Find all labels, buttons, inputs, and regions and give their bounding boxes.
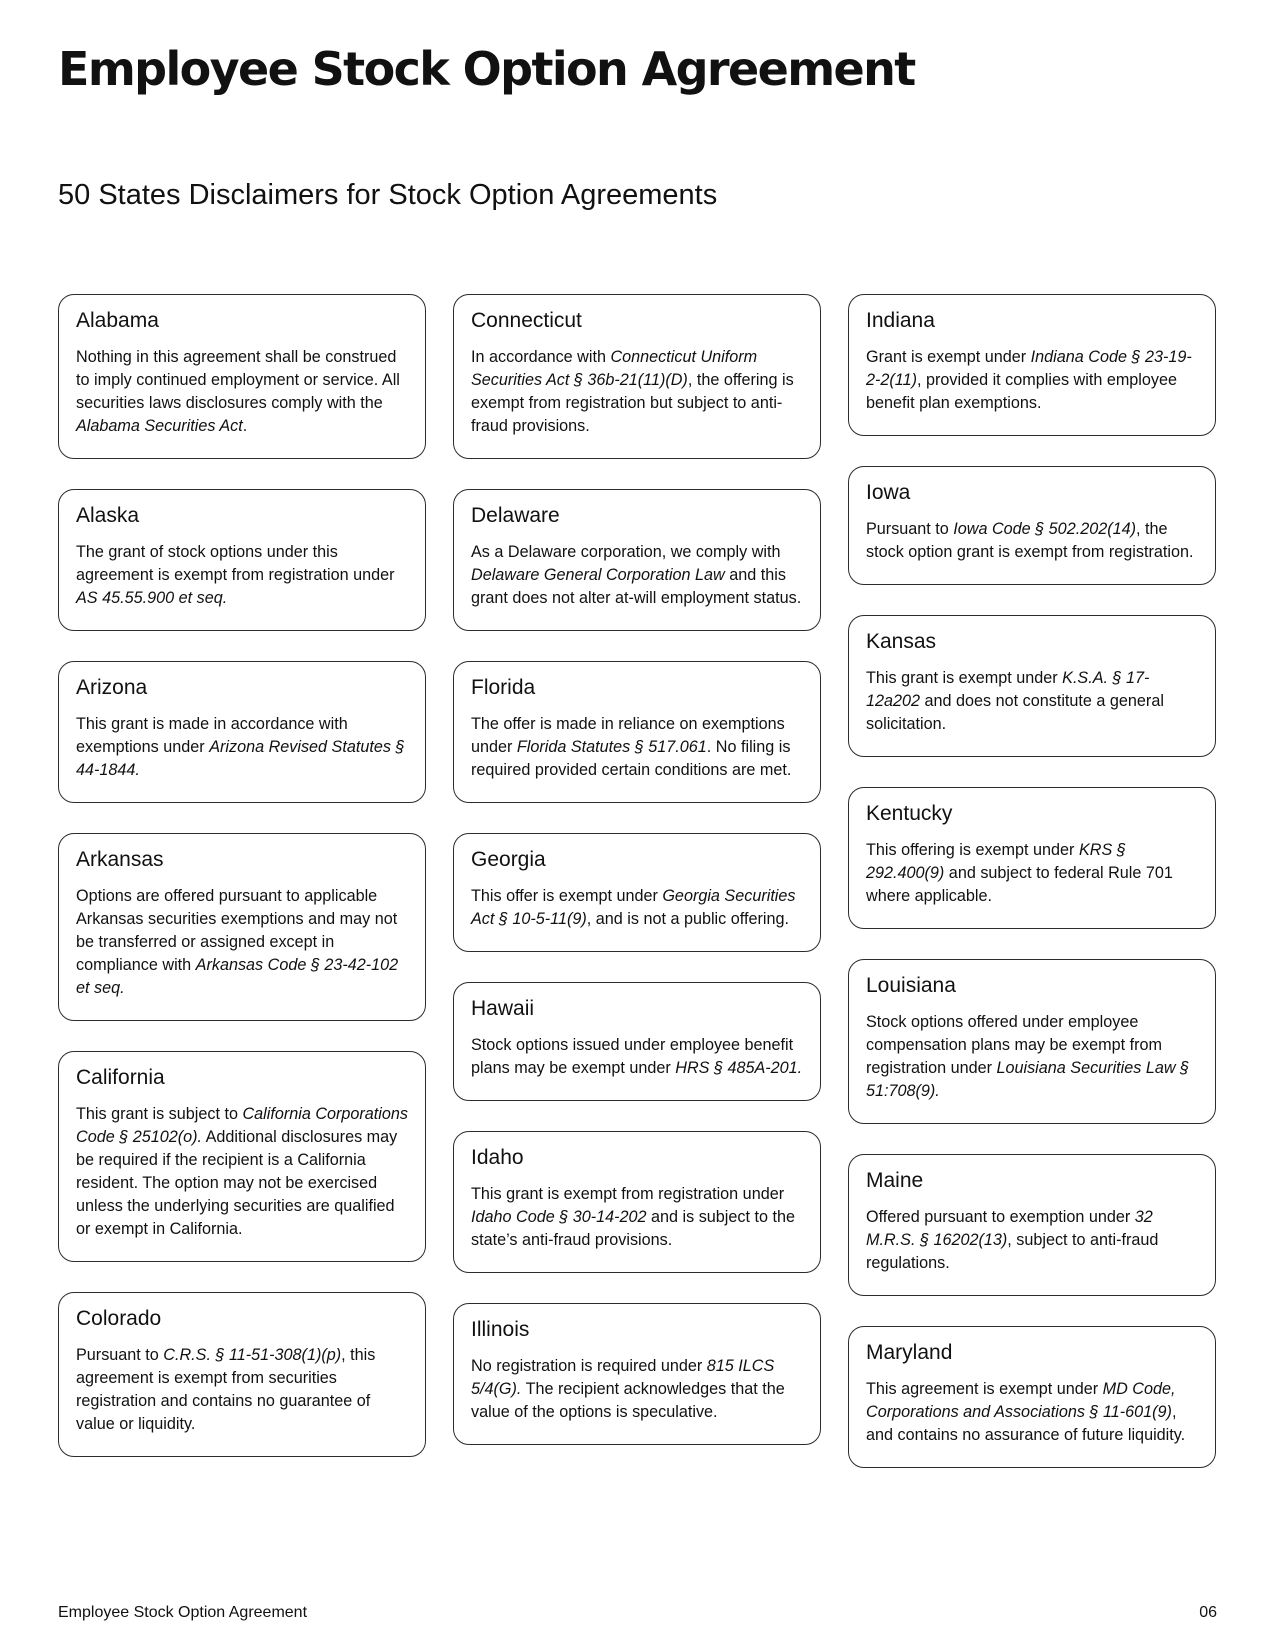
disclaimer-text: [866, 1206, 1199, 1275]
disclaimer-text-segment: This agreement is exempt under: [866, 1380, 1103, 1398]
state-name: Connecticut: [471, 309, 582, 332]
disclaimer-text-segment: , the offering is exempt from registration but subject to anti-fraud provisions.: [471, 371, 794, 435]
footer-document-label: Employee Stock Option Agreement: [58, 1604, 308, 1621]
state-name: Maine: [866, 1169, 924, 1192]
statute-citation: Iowa Code § 502.202(14): [953, 520, 1136, 538]
disclaimer-text-segment: This offer is exempt under: [471, 887, 663, 905]
state-disclaimer-card: [848, 1326, 1216, 1468]
state-disclaimer-card: [58, 1051, 426, 1262]
disclaimer-text-segment: and is subject to the state’s anti-fraud provisions.: [471, 1208, 795, 1249]
state-disclaimer-card: [453, 489, 821, 631]
disclaimer-text-segment: and this grant does not alter at-will employment status.: [471, 566, 802, 607]
footer-page-number: 06: [1199, 1604, 1217, 1621]
disclaimer-text: [866, 839, 1199, 908]
disclaimer-text-segment: Offered pursuant to exemption under: [866, 1208, 1135, 1226]
state-name: Louisiana: [866, 974, 956, 997]
state-name: California: [76, 1066, 165, 1089]
disclaimer-column-2: [453, 294, 821, 1475]
statute-citation: MD Code, Corporations and Associations § 11-601(9): [866, 1380, 1176, 1421]
disclaimer-text: [471, 885, 804, 931]
disclaimer-text-segment: Nothing in this agreement shall be construed to imply continued employment or service. All securities laws disclosures comply with the: [76, 348, 400, 412]
state-name: Iowa: [866, 481, 911, 504]
disclaimer-text: [866, 667, 1199, 736]
disclaimer-text: [471, 346, 804, 438]
disclaimer-text-segment: Grant is exempt under: [866, 348, 1031, 366]
state-name: Kansas: [866, 630, 937, 653]
state-name: Colorado: [76, 1307, 162, 1330]
disclaimer-text-segment: Pursuant to: [76, 1346, 164, 1364]
disclaimer-text: [471, 1034, 804, 1080]
disclaimer-text-segment: Pursuant to: [866, 520, 954, 538]
disclaimer-text: [76, 1344, 409, 1436]
statute-citation: Arizona Revised Statutes § 44-1844.: [76, 738, 405, 779]
disclaimer-text-segment: , and is not a public offering.: [586, 910, 789, 928]
state-disclaimer-card: [848, 466, 1216, 585]
state-disclaimer-card: [453, 1303, 821, 1445]
page-subtitle: 50 States Disclaimers for Stock Option Agreements: [58, 179, 718, 211]
disclaimer-text-segment: , the stock option grant is exempt from registration.: [866, 520, 1194, 561]
state-name: Florida: [471, 676, 536, 699]
disclaimer-text: [866, 518, 1199, 564]
statute-citation: C.R.S. § 11-51-308(1)(p): [163, 1346, 342, 1364]
disclaimer-text-segment: As a Delaware corporation, we comply with: [471, 543, 781, 561]
disclaimer-text-segment: The offer is made in reliance on exemptions under: [471, 715, 785, 756]
state-name: Georgia: [471, 848, 546, 871]
disclaimer-text-segment: and does not constitute a general solicitation.: [866, 692, 1164, 733]
state-name: Illinois: [471, 1318, 530, 1341]
statute-citation: Georgia Securities Act § 10-5-11(9): [471, 887, 796, 928]
disclaimer-text: [866, 1011, 1199, 1103]
disclaimer-text-segment: Options are offered pursuant to applicable Arkansas securities exemptions and may not be transferred or assigned except in compliance with: [76, 887, 398, 974]
disclaimer-text-segment: and subject to federal Rule 701 where applicable.: [866, 864, 1173, 905]
state-disclaimer-card: [58, 661, 426, 803]
disclaimer-text-segment: In accordance with: [471, 348, 611, 366]
statute-citation: 32 M.R.S. § 16202(13): [866, 1208, 1153, 1249]
disclaimer-text: [76, 713, 409, 782]
disclaimer-text: [471, 1183, 804, 1252]
disclaimer-text: [471, 713, 804, 782]
statute-citation: 815 ILCS 5/4(G).: [471, 1357, 775, 1398]
state-disclaimer-card: [58, 294, 426, 459]
statute-citation: Connecticut Uniform Securities Act § 36b-21(11)(D): [471, 348, 758, 389]
state-name: Kentucky: [866, 802, 953, 825]
state-disclaimer-card: [848, 294, 1216, 436]
state-disclaimer-card: [848, 1154, 1216, 1296]
state-name: Idaho: [471, 1146, 524, 1169]
state-disclaimer-card: [848, 615, 1216, 757]
disclaimer-text: [866, 346, 1199, 415]
state-name: Alabama: [76, 309, 159, 332]
state-name: Indiana: [866, 309, 935, 332]
statute-citation: Idaho Code § 30-14-202: [471, 1208, 647, 1226]
disclaimer-text-segment: Additional disclosures may be required if the recipient is a California resident. The option may not be exercised unless the underlying securities are qualified or exempt in California.: [76, 1128, 398, 1238]
statute-citation: HRS § 485A-201.: [675, 1059, 803, 1077]
disclaimer-text-segment: This grant is subject to: [76, 1105, 243, 1123]
state-disclaimer-card: [848, 959, 1216, 1124]
disclaimer-column-3: [848, 294, 1216, 1498]
statute-citation: Arkansas Code § 23-42-102 et seq.: [76, 956, 399, 997]
state-name: Hawaii: [471, 997, 535, 1020]
disclaimer-text: [471, 541, 804, 610]
disclaimer-text-segment: The grant of stock options under this agreement is exempt from registration under: [76, 543, 395, 584]
disclaimer-text-segment: Stock options issued under employee benefit plans may be exempt under: [471, 1036, 794, 1077]
state-disclaimer-card: [58, 489, 426, 631]
disclaimer-text-segment: Stock options offered under employee compensation plans may be exempt from registration under: [866, 1013, 1163, 1077]
disclaimer-text-segment: The recipient acknowledges that the value of the options is speculative.: [471, 1380, 785, 1421]
statute-citation: K.S.A. § 17-12a202: [866, 669, 1150, 710]
statute-citation: Louisiana Securities Law § 51:708(9).: [866, 1059, 1190, 1100]
statute-citation: AS 45.55.900 et seq.: [76, 589, 228, 607]
disclaimer-text-segment: No registration is required under: [471, 1357, 707, 1375]
statute-citation: Indiana Code § 23-19-2-2(11): [866, 348, 1192, 389]
disclaimer-text-segment: , subject to anti-fraud regulations.: [866, 1231, 1159, 1272]
disclaimer-text-segment: This grant is exempt under: [866, 669, 1063, 687]
disclaimer-text-segment: This offering is exempt under: [866, 841, 1079, 859]
disclaimer-text-segment: , provided it complies with employee benefit plan exemptions.: [866, 371, 1178, 412]
disclaimer-text-segment: . No filing is required provided certain conditions are met.: [471, 738, 792, 779]
state-disclaimer-card: [453, 833, 821, 952]
disclaimer-text: [471, 1355, 804, 1424]
state-name: Maryland: [866, 1341, 953, 1364]
statute-citation: KRS § 292.400(9): [866, 841, 1126, 882]
statute-citation: California Corporations Code § 25102(o).: [76, 1105, 409, 1146]
state-name: Arizona: [76, 676, 148, 699]
state-disclaimer-card: [453, 982, 821, 1101]
disclaimer-text: [76, 885, 409, 1000]
disclaimer-text: [76, 346, 409, 438]
disclaimer-text: [76, 541, 409, 610]
disclaimer-text-segment: , and contains no assurance of future liquidity.: [866, 1403, 1186, 1444]
page-title: Employee Stock Option Agreement: [58, 42, 915, 96]
statute-citation: Alabama Securities Act: [76, 417, 243, 435]
disclaimer-text-segment: .: [242, 417, 248, 435]
statute-citation: Florida Statutes § 517.061: [516, 738, 707, 756]
statute-citation: Delaware General Corporation Law: [471, 566, 725, 584]
state-name: Alaska: [76, 504, 140, 527]
state-disclaimer-card: [453, 661, 821, 803]
state-disclaimer-card: [58, 833, 426, 1021]
disclaimer-column-1: [58, 294, 426, 1487]
state-disclaimer-card: [453, 294, 821, 459]
state-name: Delaware: [471, 504, 560, 527]
state-disclaimer-card: [848, 787, 1216, 929]
state-disclaimer-card: [58, 1292, 426, 1457]
disclaimer-text-segment: This grant is made in accordance with exemptions under: [76, 715, 348, 756]
disclaimer-text-segment: This grant is exempt from registration under: [471, 1185, 785, 1203]
state-disclaimer-card: [453, 1131, 821, 1273]
disclaimer-text-segment: , this agreement is exempt from securities registration and contains no guarantee of value or liquidity.: [76, 1346, 376, 1433]
state-name: Arkansas: [76, 848, 164, 871]
disclaimer-text: [76, 1103, 409, 1241]
disclaimer-text: [866, 1378, 1199, 1447]
